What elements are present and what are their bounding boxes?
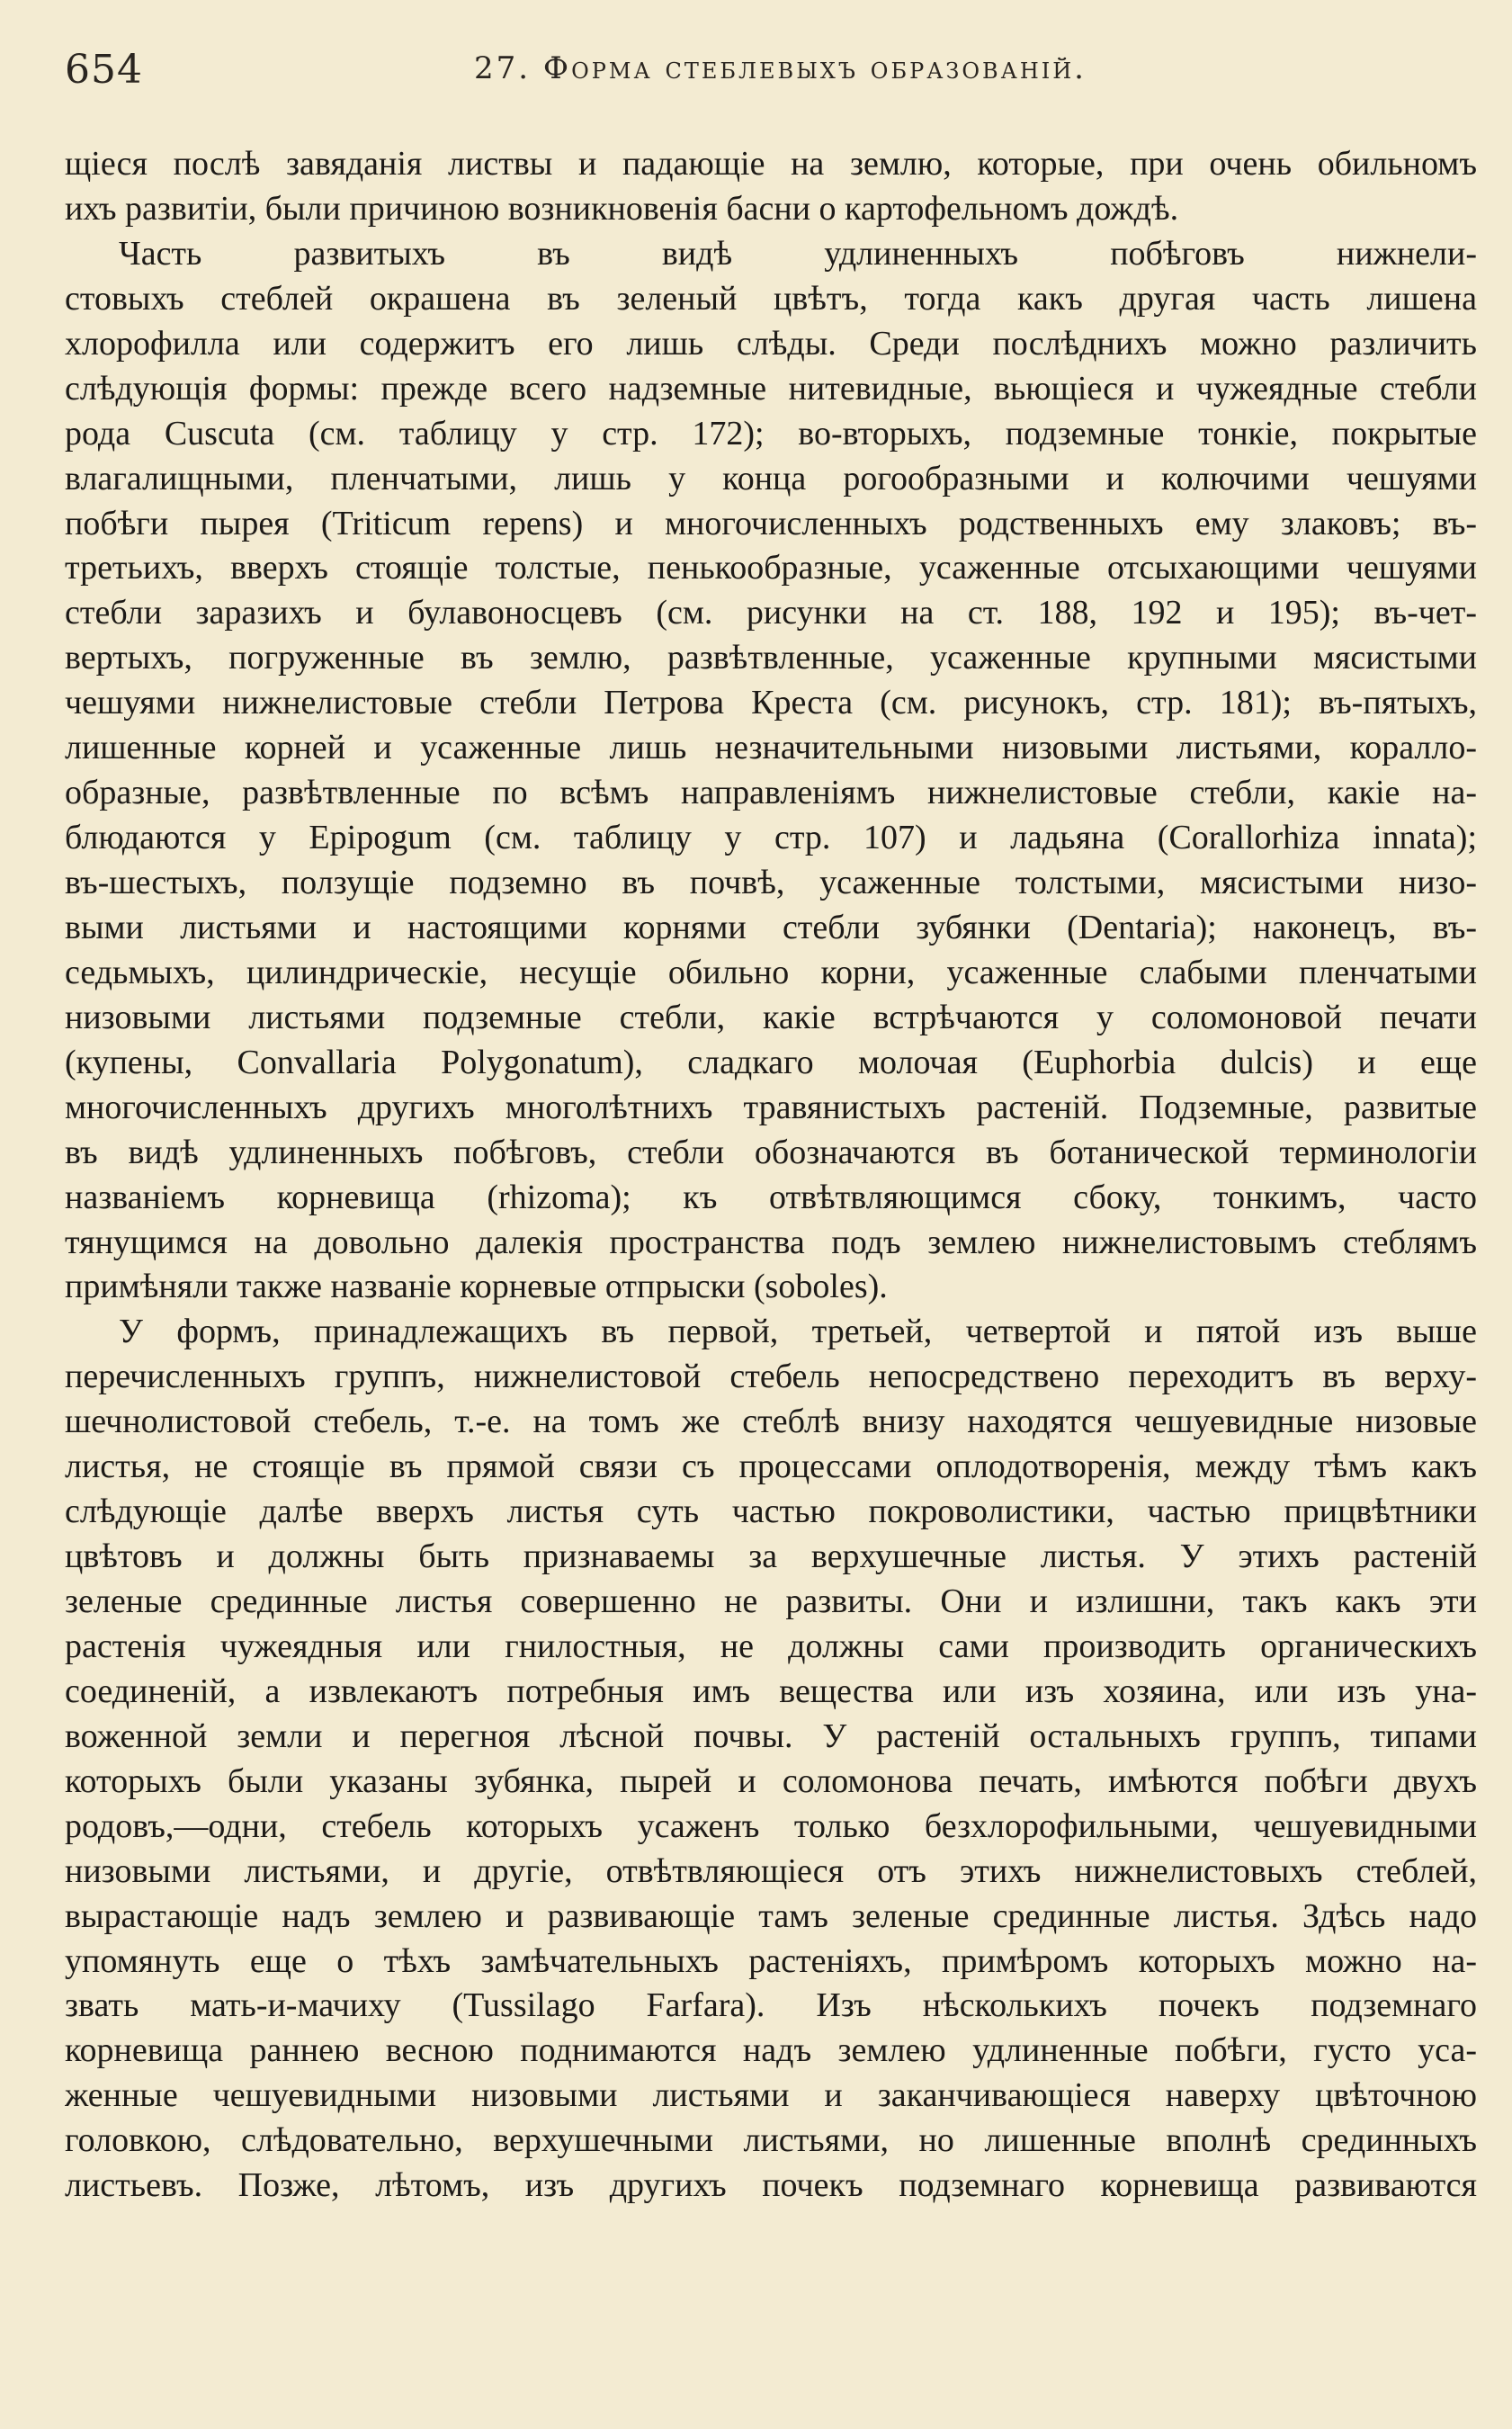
text-line: (купены, Convallaria Polygonatum), сладкаго молочая (Euphorbia dulcis) и еще — [65, 1043, 1477, 1081]
text-line: листья, не стоящіе въ прямой связи съ процессами оплодотворенія, между тѣмъ какъ — [65, 1448, 1477, 1486]
text-line: низовыми листьями подземные стебли, какіе встрѣчаются у соломоновой печати — [65, 998, 1477, 1036]
text-line: Часть развитыхъ въ видѣ удлиненныхъ побѣговъ нижнели- — [119, 234, 1477, 273]
text-line: родовъ,—одни, стебель которыхъ усаженъ только безхлорофильными, чешуевидными — [65, 1806, 1477, 1845]
text-line: растенія чужеядныя или гнилостныя, не должны сами производить органическихъ — [65, 1627, 1477, 1665]
text-line: упомянуть еще о тѣхъ замѣчательныхъ растеніяхъ, примѣромъ которыхъ можно на- — [65, 1941, 1477, 1980]
text-line: блюдаются у Epipogum (см. таблицу у стр. 107) и ладьяна (Corallorhiza innata); — [65, 819, 1477, 857]
text-line: перечисленныхъ группъ, нижнелистовой стебель непосредствено переходитъ въ верху- — [65, 1358, 1477, 1396]
text-line: У формъ, принадлежащихъ въ первой, третьей, четвертой и пятой изъ выше — [119, 1313, 1477, 1351]
text-line: выми листьями и настоящими корнями стебли зубянки (Dentaria); наконецъ, въ- — [65, 908, 1477, 946]
text-line: воженной земли и перегноя лѣсной почвы. У растеній остальныхъ группъ, типами — [65, 1716, 1477, 1755]
text-line: вырастающіе надъ землею и развивающіе тамъ зеленые срединные листья. Здѣсь надо — [65, 1896, 1477, 1935]
text-line: которыхъ были указаны зубянка, пырей и соломонова печать, имѣются побѣги двухъ — [65, 1761, 1477, 1800]
text-line: слѣдующіе далѣе вверхъ листья суть частью покроволистики, частью прицвѣтники — [65, 1492, 1477, 1531]
text-line: побѣги пырея (Triticum repens) и многочисленныхъ родственныхъ ему злаковъ; въ- — [65, 504, 1477, 542]
text-line: соединеній, а извлекаютъ потребныя имъ вещества или изъ хозяина, или изъ уна- — [65, 1672, 1477, 1710]
text-line: рода Cuscuta (см. таблицу у стр. 172); во-вторыхъ, подземные тонкіе, покрытые — [65, 414, 1477, 453]
text-line: ихъ развитіи, были причиною возникновенія басни о картофельномъ дождѣ. — [65, 189, 1179, 228]
text-line: третьихъ, вверхъ стоящіе толстые, пенькообразные, усаженные отсыхающими чешуями — [65, 549, 1477, 587]
text-line: хлорофилла или содержитъ его лишь слѣды. Среди послѣднихъ можно различить — [65, 324, 1477, 363]
text-line: щіеся послѣ завяданія листвы и падающіе на землю, которые, при очень обильномъ — [65, 145, 1477, 183]
chapter-title: 27. Форма стеблевыхъ образованій. — [474, 50, 1087, 86]
text-line: седьмыхъ, цилиндрическіе, несущіе обильно корни, усаженные слабыми пленчатыми — [65, 953, 1477, 991]
text-line: листьевъ. Позже, лѣтомъ, изъ другихъ почекъ подземнаго корневища развиваются — [65, 2166, 1477, 2205]
text-line: женные чешуевидными низовыми листьями и заканчивающіеся наверху цвѣточною — [65, 2076, 1477, 2115]
page-number: 654 — [65, 47, 143, 93]
body-text — [65, 142, 1477, 2209]
text-line: звать мать-и-мачиху (Tussilago Farfara). Изъ нѣсколькихъ почекъ подземнаго — [65, 1986, 1477, 2025]
text-line: въ видѣ удлиненныхъ побѣговъ, стебли обозначаются въ ботанической терминологіи — [65, 1133, 1477, 1171]
text-line: низовыми листьями, и другіе, отвѣтвляющіеся отъ этихъ нижнелистовыхъ стеблей, — [65, 1851, 1477, 1890]
text-line: многочисленныхъ другихъ многолѣтнихъ травянистыхъ растеній. Подземные, развитые — [65, 1088, 1477, 1126]
text-line: шечнолистовой стебель, т.-е. на томъ же стеблѣ внизу находятся чешуевидные низовые — [65, 1403, 1477, 1441]
text-line: тянущимся на довольно далекія пространства подъ землею нижнелистовымъ стеблямъ — [65, 1223, 1477, 1261]
text-line: цвѣтовъ и должны быть признаваемы за верхушечные листья. У этихъ растеній — [65, 1537, 1477, 1576]
text-line: чешуями нижнелистовые стебли Петрова Креста (см. рисунокъ, стр. 181); въ-пятыхъ, — [65, 684, 1477, 722]
text-line: образные, развѣтвленные по всѣмъ направленіямъ нижнелистовые стебли, какіе на- — [65, 774, 1477, 812]
text-line: примѣняли также названіе корневые отпрыски (soboles). — [65, 1268, 888, 1306]
text-line: стовыхъ стеблей окрашена въ зеленый цвѣтъ, тогда какъ другая часть лишена — [65, 279, 1477, 318]
text-line: лишенные корней и усаженные лишь незначительными низовыми листьями, коралло- — [65, 729, 1477, 767]
text-line: въ-шестыхъ, ползущіе подземно въ почвѣ, усаженные толстыми, мясистыми низо- — [65, 864, 1477, 901]
text-line: названіемъ корневища (rhizoma); къ отвѣтвляющимся сбоку, тонкимъ, часто — [65, 1178, 1477, 1216]
running-head — [65, 47, 1477, 110]
text-line: зеленые срединные листья совершенно не развиты. Они и излишни, такъ какъ эти — [65, 1582, 1477, 1620]
text-line: слѣдующія формы: прежде всего надземные нитевидные, вьющіеся и чужеядные стебли — [65, 369, 1477, 408]
text-line: корневища раннею весною поднимаются надъ землею удлиненные побѣги, густо уса- — [65, 2031, 1477, 2070]
text-line: вертыхъ, погруженные въ землю, развѣтвленные, усаженные крупными мясистыми — [65, 639, 1477, 677]
text-line: влагалищными, пленчатыми, лишь у конца рогообразными и колючими чешуями — [65, 459, 1477, 497]
text-line: головкою, слѣдовательно, верхушечными листьями, но лишенные вполнѣ срединныхъ — [65, 2121, 1477, 2160]
text-line: стебли заразихъ и булавоносцевъ (см. рисунки на ст. 188, 192 и 195); въ-чет- — [65, 594, 1477, 632]
